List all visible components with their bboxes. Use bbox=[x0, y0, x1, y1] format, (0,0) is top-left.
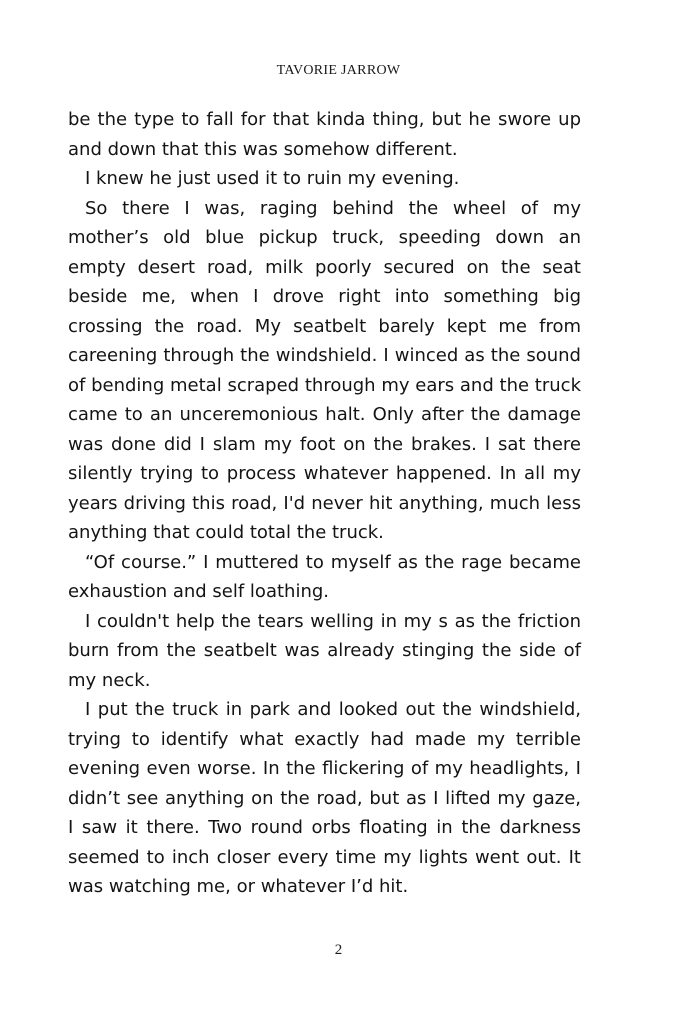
running-head-author: TAVORIE JARROW bbox=[276, 63, 401, 78]
body-text bbox=[68, 105, 581, 902]
paragraph: So there I was, raging behind the wheel of my mother’s old blue pickup truck, speeding down an empty desert road, milk poorly secured on the seat beside me, when I drove right into something big crossing the road. My seatbelt barely kept me from careening through the windshield. I winced as the sound of bending metal scraped through my ears and the truck came to an unceremonious halt. Only after the damage was done did I slam my foot on the brakes. I sat there silently trying to process whatever happened. In all my years driving this road, I'd never hit anything, much less anything that could total the truck. bbox=[68, 197, 581, 543]
paragraph: I knew he just used it to ruin my evening. bbox=[85, 168, 460, 189]
paragraph: I put the truck in park and looked out the windshield, trying to identify what exactly had made my terrible evening even worse. In the flickering of my headlights, I didn’t see anything on the road, but as I lifted my gaze, I saw it there. Two round orbs floating in the darkness seemed to inch closer every time my lights went out. It was watching me, or whatever I’d hit. bbox=[68, 699, 581, 897]
paragraph: I couldn't help the tears welling in my s as the friction burn from the seatbelt was already stinging the side of my neck. bbox=[68, 610, 581, 691]
page-number: 2 bbox=[334, 942, 343, 958]
paragraph-continuation: be the type to fall for that kinda thing, but he swore up and down that this was somehow different. bbox=[68, 109, 581, 160]
paragraph: “Of course.” I muttered to myself as the rage became exhaustion and self loathing. bbox=[68, 551, 581, 602]
